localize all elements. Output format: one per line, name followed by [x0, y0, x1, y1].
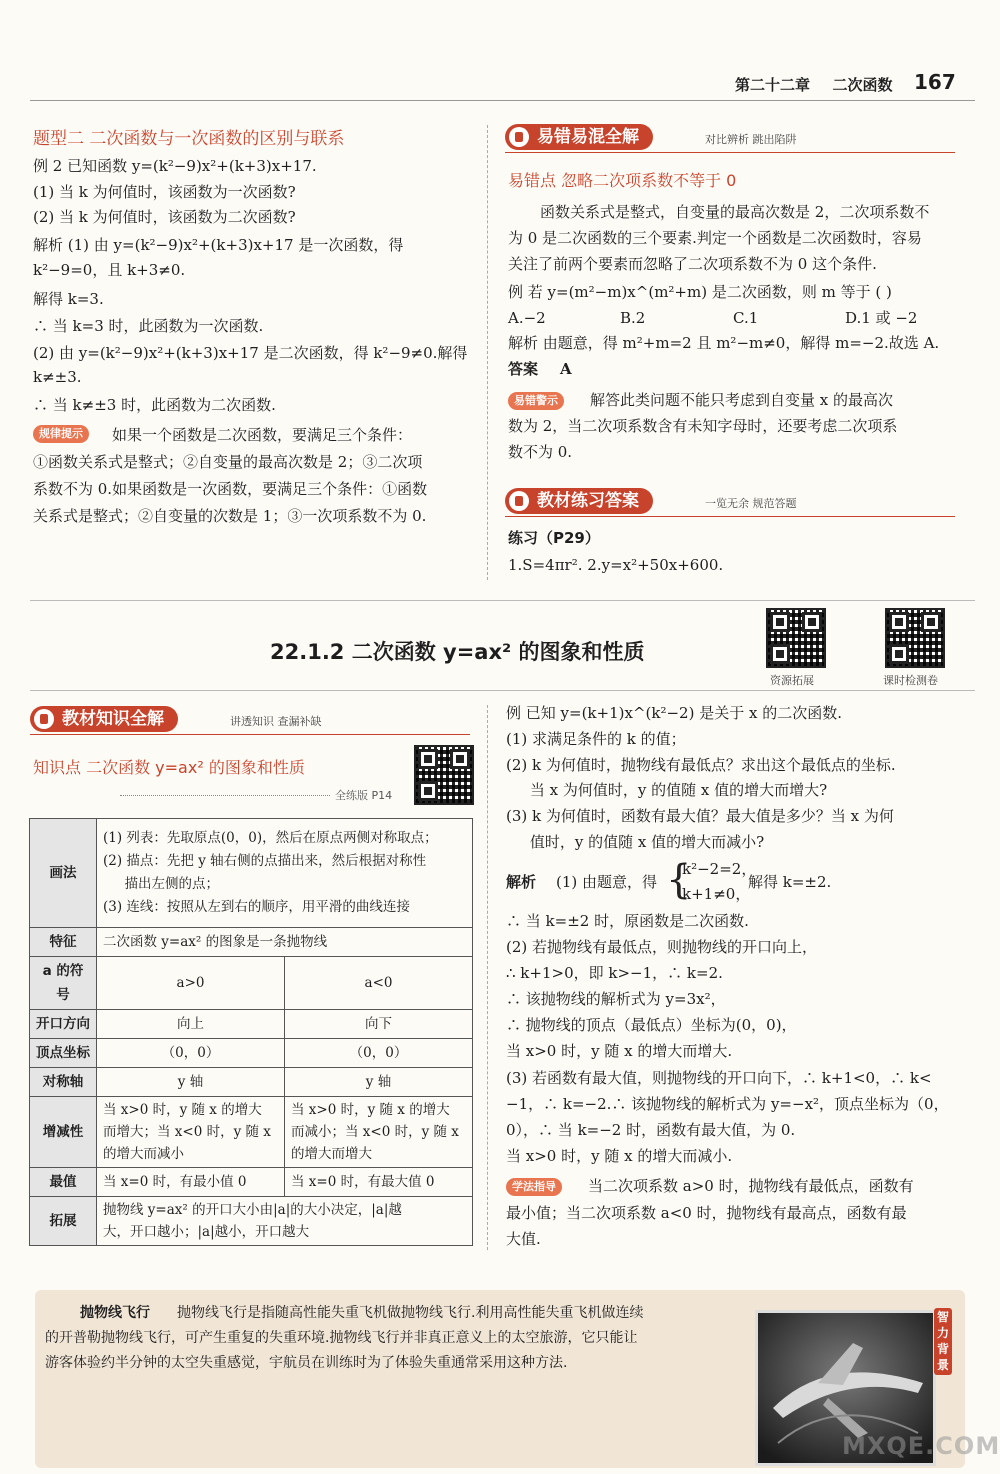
- analysis-line: k≠±3.: [33, 368, 82, 386]
- negative-a-cell: y 轴: [285, 1068, 473, 1097]
- warning-line: 数不为 0.: [508, 443, 573, 461]
- knowledge-banner: [30, 706, 178, 732]
- lesson-test-qr-code[interactable]: [885, 608, 945, 668]
- analysis-line: k²−9=0，且 k+3≠0.: [33, 261, 186, 279]
- warning-line: 数为 2，当二次项系数含有未知字母时，还要考虑二次项系: [508, 417, 898, 435]
- warning-line: 解答此类问题不能只考虑到自变量 x 的最高次: [590, 391, 893, 409]
- row-label-feature: 特征: [30, 928, 97, 957]
- mono-line: 的增大而减小: [103, 1146, 184, 1162]
- row-label: a 的符号: [30, 957, 97, 1010]
- analysis-head: (1) 由题意，得: [556, 873, 658, 891]
- practice-title: 练习（P29）: [508, 529, 600, 547]
- mono-line: 当 x>0 时，y 随 x 的增大: [291, 1102, 450, 1118]
- section-title: 22.1.2 二次函数 y=ax² 的图象和性质: [270, 640, 645, 664]
- section-rule-bottom: [30, 690, 975, 691]
- solution-line: ∴ k+1>0，即 k>−1，∴ k=2.: [506, 964, 723, 982]
- solution-line: (3) 若函数有最大值，则抛物线的开口向下，∴ k+1<0，∴ k<: [506, 1069, 932, 1087]
- mono-line: 当 x>0 时，y 随 x 的增大: [103, 1102, 262, 1118]
- example-line: 值时，y 的值随 x 值的增大而减小?: [506, 833, 765, 851]
- draw-step: (1) 列表：先取原点(0，0)，然后在原点两侧对称取点；: [103, 830, 438, 846]
- page-number: 167: [914, 70, 956, 94]
- knowledge-point-title: 知识点 二次函数 y=ax² 的图象和性质: [33, 758, 305, 777]
- brace-condition: k²−2=2，: [682, 860, 757, 878]
- row-label-extension: 拓展: [30, 1197, 97, 1246]
- watermark: MXQE.COM: [842, 1432, 1000, 1460]
- solution-line: ∴ 该抛物线的解析式为 y=3x²，: [506, 990, 726, 1008]
- column-divider: [487, 705, 488, 1250]
- question-type-title: 题型二 二次函数与一次函数的区别与联系: [33, 129, 345, 149]
- example-line: 当 x 为何值时，y 的值随 x 值的增大而增大?: [506, 781, 828, 799]
- negative-a-cell: a<0: [285, 957, 473, 1010]
- column-divider: [487, 125, 488, 580]
- row-label-extreme: 最值: [30, 1168, 97, 1197]
- row-label: 开口方向: [30, 1010, 97, 1039]
- practice-banner: [505, 488, 653, 514]
- banner-rule: [505, 516, 955, 517]
- method-line: 大值.: [506, 1230, 541, 1248]
- example-line: (1) 求满足条件的 k 的值；: [506, 730, 686, 748]
- banner-rule: [30, 734, 470, 735]
- positive-a-cell: （0，0）: [97, 1039, 285, 1068]
- knowledge-banner-subtitle: 讲透知识 查漏补缺: [230, 715, 322, 728]
- error-point-title: 易错点 忽略二次项系数不等于 0: [508, 171, 737, 190]
- topic-label: 二次函数: [832, 76, 893, 94]
- positive-a-cell: a>0: [97, 957, 285, 1010]
- megaphone-icon: [509, 491, 529, 511]
- solution-line: 当 x>0 时，y 随 x 的增大而减小.: [506, 1147, 733, 1165]
- draw-method-cell: [97, 819, 473, 928]
- brace-condition: k+1≠0，: [682, 885, 751, 903]
- mono-line: 的增大而增大: [291, 1146, 372, 1162]
- analysis-tail: 解得 k=±2.: [748, 873, 832, 891]
- draw-step: (3) 连线：按照从左到右的顺序，用平滑的曲线连接: [103, 899, 410, 915]
- practice-banner-subtitle: 一览无余 规范答题: [705, 497, 797, 510]
- mono-line: 而减小；当 x<0 时，y 随 x: [291, 1124, 459, 1140]
- example-line: (1) 当 k 为何值时，该函数为一次函数?: [33, 183, 296, 201]
- method-tag: 学法指导: [506, 1178, 562, 1196]
- analysis-line: 解析 (1) 由 y=(k²−9)x²+(k+3)x+17 是一次函数，得: [33, 236, 404, 254]
- error-example: 例 若 y=(m²−m)x^(m²+m) 是二次函数，则 m 等于 ( ): [508, 283, 892, 301]
- banner-rule: [505, 152, 955, 153]
- row-label-draw: 画法: [30, 819, 97, 928]
- example-line: (3) k 为何值时，函数有最大值？最大值是多少？当 x 为何: [506, 807, 894, 825]
- error-analysis: 解析 由题意，得 m²+m=2 且 m²−m≠0，解得 m=−2.故选 A.: [508, 334, 940, 352]
- error-para: 为 0 是二次函数的三个要素.判定一个函数是二次函数时，容易: [508, 229, 922, 247]
- dotted-rule: [120, 795, 330, 796]
- tip-line: 关系式是整式；②自变量的次数是 1；③一次项系数不为 0.: [33, 507, 427, 525]
- resource-qr-code[interactable]: [766, 608, 826, 668]
- draw-step: (2) 描点：先把 y 轴右侧的点描出来，然后根据对称性: [103, 853, 427, 869]
- warning-tag: 易错警示: [508, 392, 564, 410]
- option-d: D.1 或 −2: [845, 309, 918, 327]
- method-line: 最小值；当二次项系数 a<0 时，抛物线有最高点，函数有最: [506, 1204, 907, 1222]
- analysis-line: ∴ 当 k≠±3 时，此函数为二次函数.: [33, 396, 276, 414]
- monotonicity-negative-cell: [285, 1097, 473, 1168]
- section-rule-top: [30, 600, 975, 601]
- error-banner: [505, 124, 653, 150]
- footer-line: 的开普勒抛物线飞行，可产生重复的失重环境.抛物线飞行并非真正意义上的太空旅游，它只能让: [45, 1330, 638, 1346]
- row-label: 对称轴: [30, 1068, 97, 1097]
- qr-label-test: 课时检测卷: [883, 674, 938, 687]
- extreme-negative-cell: 当 x=0 时，有最大值 0: [285, 1168, 473, 1197]
- method-line: 当二次项系数 a>0 时，抛物线有最低点，函数有: [588, 1177, 914, 1195]
- monotonicity-positive-cell: [97, 1097, 285, 1168]
- footer-line: 游客体验约半分钟的太空失重感觉，宇航员在训练时为了体验失重通常采用这种方法.: [45, 1355, 568, 1371]
- row-label-monotonicity: 增减性: [30, 1097, 97, 1168]
- practice-answer: 1.S=4πr². 2.y=x²+50x+600.: [508, 556, 724, 574]
- extension-cell: [97, 1197, 473, 1246]
- negative-a-cell: （0，0）: [285, 1039, 473, 1068]
- chapter-label: 第二十二章: [735, 76, 811, 94]
- tip-tag: 规律提示: [33, 425, 89, 443]
- negative-a-cell: 向下: [285, 1010, 473, 1039]
- solution-line: 0），∴ 当 k=−2 时，函数有最大值，为 0.: [506, 1121, 796, 1139]
- analysis-line: ∴ 当 k=3 时，此函数为一次函数.: [33, 317, 264, 335]
- properties-table: [29, 818, 473, 1246]
- page-header: [735, 74, 893, 95]
- qr-label-resources: 资源拓展: [770, 674, 814, 687]
- example-line: (2) k 为何值时，抛物线有最低点？求出这个最低点的坐标.: [506, 756, 896, 774]
- answer-label: 答案: [508, 360, 539, 378]
- option-c: C.1: [733, 309, 759, 327]
- analysis-label: 解析: [506, 873, 537, 891]
- option-b: B.2: [620, 309, 646, 327]
- example-line: 例 2 已知函数 y=(k²−9)x²+(k+3)x+17.: [33, 157, 317, 175]
- ext-line: 抛物线 y=ax² 的开口大小由|a|的大小决定，|a|越: [103, 1202, 402, 1218]
- analysis-line: (2) 由 y=(k²−9)x²+(k+3)x+17 是二次函数，得 k²−9≠0.解得: [33, 344, 468, 362]
- extreme-positive-cell: 当 x=0 时，有最小值 0: [97, 1168, 285, 1197]
- example-line: 例 已知 y=(k+1)x^(k²−2) 是关于 x 的二次函数.: [506, 704, 842, 722]
- knowledge-banner-title: 教材知识全解: [62, 709, 164, 729]
- knowledge-qr-code[interactable]: [414, 745, 474, 805]
- example-line: (2) 当 k 为何值时，该函数为二次函数?: [33, 208, 296, 226]
- ext-line: 大，开口越小；|a|越小，开口越大: [103, 1224, 310, 1240]
- feature-cell: 二次函数 y=ax² 的图象是一条抛物线: [97, 928, 473, 957]
- draw-step: 描出左侧的点；: [103, 876, 219, 892]
- analysis-line: 解得 k=3.: [33, 290, 104, 308]
- error-para: 关注了前两个要素而忽略了二次项系数不为 0 这个条件.: [508, 255, 877, 273]
- practice-banner-title: 教材练习答案: [537, 491, 639, 511]
- megaphone-icon: [509, 127, 529, 147]
- error-para: 函数关系式是整式，自变量的最高次数是 2，二次项系数不: [540, 203, 930, 221]
- solution-line: ∴ 抛物线的顶点（最低点）坐标为(0，0)，: [506, 1016, 797, 1034]
- solution-line: 当 x>0 时，y 随 x 的增大而增大.: [506, 1042, 733, 1060]
- option-a: A.−2: [508, 309, 546, 327]
- answer-value: A: [560, 360, 572, 378]
- megaphone-icon: [34, 709, 54, 729]
- side-tag-text: 智力背景: [936, 1310, 949, 1372]
- solution-line: ∴ 当 k=±2 时，原函数是二次函数.: [506, 912, 749, 930]
- positive-a-cell: y 轴: [97, 1068, 285, 1097]
- brace-symbol: {: [666, 857, 692, 903]
- error-banner-title: 易错易混全解: [537, 127, 639, 147]
- header-rule: [30, 100, 975, 101]
- reference-label: 全练版 P14: [335, 789, 393, 802]
- tip-line: 系数不为 0.如果函数是一次函数，要满足三个条件：①函数: [33, 480, 428, 498]
- mono-line: 而增大；当 x<0 时，y 随 x: [103, 1124, 271, 1140]
- footer-line: 抛物线飞行是指随高性能失重飞机做抛物线飞行.利用高性能失重飞机做连续: [177, 1305, 644, 1321]
- side-tag: [934, 1308, 952, 1375]
- tip-line: ①函数关系式是整式；②自变量的最高次数是 2；③二次项: [33, 453, 423, 471]
- footer-title: 抛物线飞行: [80, 1305, 150, 1321]
- positive-a-cell: 向上: [97, 1010, 285, 1039]
- error-banner-subtitle: 对比辨析 跳出陷阱: [705, 133, 797, 146]
- tip-line: 如果一个函数是二次函数，要满足三个条件：: [112, 426, 413, 444]
- row-label: 顶点坐标: [30, 1039, 97, 1068]
- solution-line: −1，∴ k=−2.∴ 该抛物线的解析式为 y=−x²，顶点坐标为（0，: [506, 1095, 949, 1113]
- solution-line: (2) 若抛物线有最低点，则抛物线的开口向上，: [506, 938, 818, 956]
